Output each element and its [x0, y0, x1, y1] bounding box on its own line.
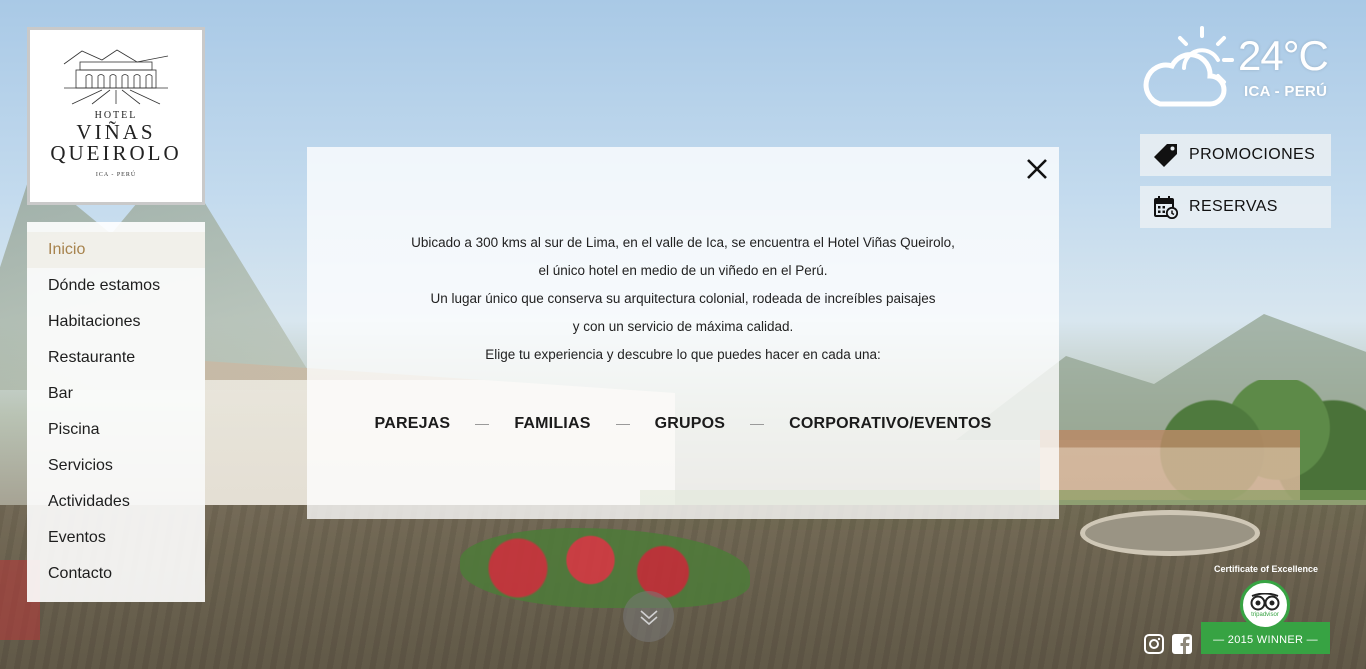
description-line: Ubicado a 300 kms al sur de Lima, en el valle de Ica, se encuentra el Hotel Viñas Queirolo, [411, 235, 955, 250]
reservas-label: RESERVAS [1189, 198, 1278, 215]
nav-item-restaurante[interactable]: Restaurante [48, 349, 136, 366]
close-icon [1025, 157, 1049, 181]
reservas-button[interactable] [1140, 186, 1331, 228]
nav-item-inicio[interactable]: Inicio [27, 232, 205, 268]
promociones-label: PROMOCIONES [1189, 146, 1316, 163]
double-chevron-down-icon [637, 605, 661, 629]
temperature: 24°C [1238, 32, 1328, 79]
choice-separator [591, 424, 655, 425]
modal-description [307, 229, 1059, 369]
instagram-link[interactable] [1144, 634, 1164, 654]
choice-separator [450, 424, 514, 425]
choice-familias[interactable]: FAMILIAS [514, 415, 591, 432]
tripadvisor-brand: tripadvisor [1251, 611, 1279, 618]
nav-item-piscina[interactable]: Piscina [48, 421, 100, 438]
main-nav [27, 222, 205, 602]
nav-item-bar[interactable]: Bar [48, 385, 73, 402]
logo-name-line1: VIÑAS [76, 120, 156, 144]
weather-widget [1140, 24, 1340, 114]
tripadvisor-owl-icon [1250, 593, 1280, 611]
nav-item-actividades[interactable]: Actividades [48, 493, 130, 510]
weather-city: ICA - PERÚ [1244, 83, 1328, 100]
logo-hotel-text: HOTEL [94, 110, 138, 121]
choice-parejas[interactable]: PAREJAS [374, 415, 451, 432]
hacienda-logo-icon [62, 48, 170, 106]
calendar-clock-icon [1154, 195, 1178, 219]
scroll-down-button[interactable] [623, 591, 674, 642]
nav-item-servicios[interactable]: Servicios [48, 457, 113, 474]
nav-item-eventos[interactable]: Eventos [48, 529, 106, 546]
experience-choices [307, 415, 1059, 433]
description-line: Un lugar único que conserva su arquitectura colonial, rodeada de increíbles paisajes [430, 291, 936, 306]
instagram-icon [1144, 634, 1164, 654]
logo-name-line2: QUEIROLO [50, 141, 182, 165]
description-line: Elige tu experiencia y descubre lo que puedes hacer en cada una: [485, 347, 881, 362]
choice-corporativo-eventos[interactable]: CORPORATIVO/EVENTOS [789, 415, 992, 432]
promociones-button[interactable] [1140, 134, 1331, 176]
nav-item-donde-estamos[interactable]: Dónde estamos [48, 277, 161, 294]
nav-item-habitaciones[interactable]: Habitaciones [48, 313, 141, 330]
close-modal-button[interactable] [1025, 157, 1049, 181]
facebook-link[interactable] [1172, 634, 1192, 654]
tripadvisor-badge[interactable] [1240, 580, 1290, 630]
fountain [1080, 510, 1260, 556]
description-line: el único hotel en medio de un viñedo en el Perú. [538, 263, 828, 278]
choice-grupos[interactable]: GRUPOS [654, 415, 726, 432]
facebook-icon [1172, 634, 1192, 654]
logo-location: ICA - PERÚ [95, 172, 137, 178]
tripadvisor-winner-text: — 2015 WINNER — [1213, 634, 1318, 646]
description-line: y con un servicio de máxima calidad. [572, 319, 794, 334]
nav-item-contacto[interactable]: Contacto [48, 565, 113, 582]
welcome-modal [307, 147, 1059, 519]
tag-icon [1153, 142, 1179, 168]
hotel-logo[interactable] [27, 27, 205, 205]
choice-separator [725, 424, 789, 425]
tripadvisor-certificate-text: Certificate of Excellence [1213, 564, 1319, 574]
partly-cloudy-icon [1140, 24, 1240, 110]
